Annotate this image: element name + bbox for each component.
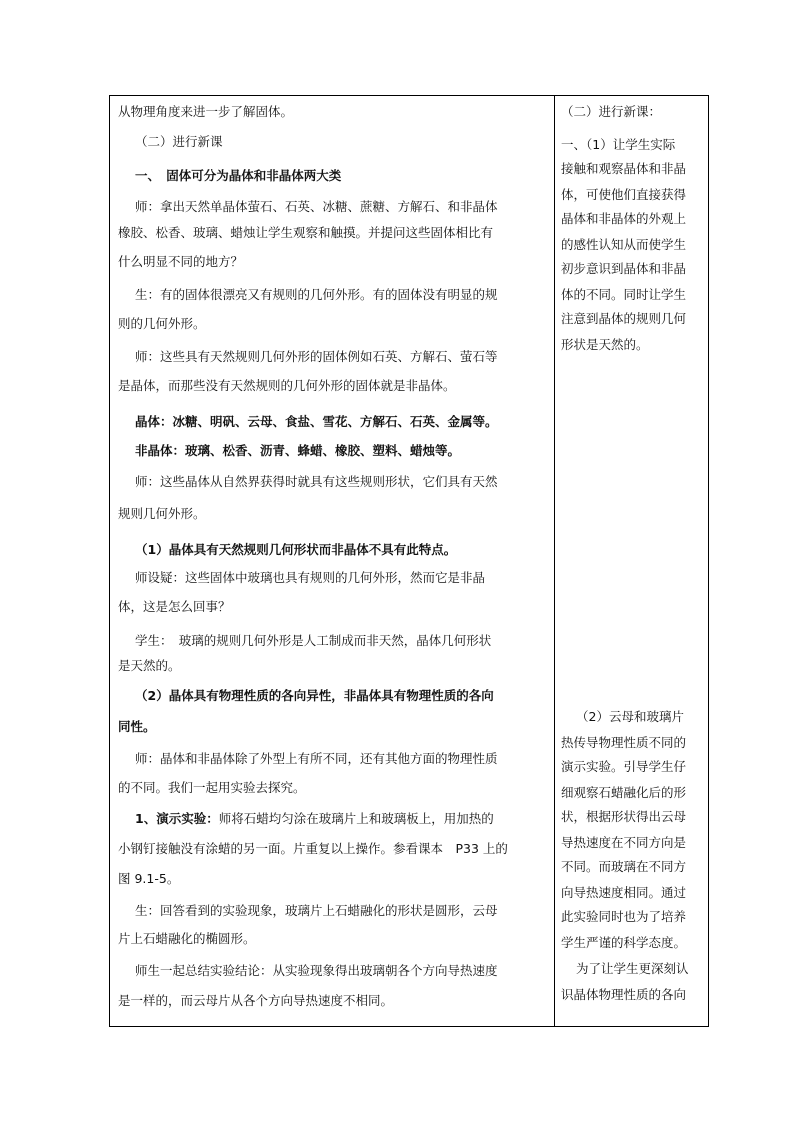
lesson-text: 生：有的固体很漂亮又有规则的几何外形。有的固体没有明显的规 xyxy=(135,287,498,302)
lesson-text: 师：拿出天然单晶体萤石、石英、冰糖、蔗糖、方解石、和非晶体 xyxy=(135,199,498,214)
lesson-text: 晶体：冰糖、明矾、云母、食盐、雪花、方解石、石英、金属等。 xyxy=(135,414,498,429)
column-divider xyxy=(554,95,555,1027)
design-note-line: 热传导物理性质不同的 xyxy=(561,735,687,750)
lesson-line xyxy=(118,225,493,241)
lesson-line xyxy=(118,506,206,522)
lesson-text: 师：这些具有天然规则几何外形的固体例如石英、方解石、萤石等 xyxy=(135,349,498,364)
lesson-line xyxy=(118,780,306,796)
design-note-line: 为了让学生更深刻认 xyxy=(576,961,689,976)
lesson-text: 生：回答看到的实验现象，玻璃片上石蜡融化的形状是圆形，云母 xyxy=(135,903,498,918)
lesson-text: 师：这些晶体从自然界获得时就具有这些规则形状，它们具有天然 xyxy=(135,474,498,489)
lesson-text: 师设疑：这些固体中玻璃也具有规则的几何外形，然而它是非晶 xyxy=(135,570,486,585)
design-note-line: 此实验同时也为了培养 xyxy=(561,909,687,924)
lesson-line xyxy=(135,134,223,150)
design-note-line: 注意到晶体的规则几何 xyxy=(561,311,687,326)
lesson-line xyxy=(135,199,498,215)
lesson-text: 橡胶、松香、玻璃、蜡烛让学生观察和触摸。并提问这些固体相比有 xyxy=(118,225,494,240)
lesson-line xyxy=(135,633,491,649)
design-note-line: 演示实验。引导学生仔 xyxy=(561,759,687,774)
lesson-text: 学生： 玻璃的规则几何外形是人工制成而非天然，晶体几何形状 xyxy=(135,633,492,648)
lesson-text: 同性。 xyxy=(118,719,156,734)
design-note-line: 细观察石蜡融化后的形 xyxy=(561,785,687,800)
design-note-line: （二）进行新课： xyxy=(561,104,662,119)
lesson-line xyxy=(135,542,456,558)
lesson-line xyxy=(118,254,243,270)
design-note-line: 状，根据形状得出云母 xyxy=(561,809,687,824)
lesson-text: 1、演示实验： xyxy=(135,811,219,826)
lesson-text: 是天然的。 xyxy=(118,658,181,673)
design-note-line: 导热速度在不同方向是 xyxy=(561,835,687,850)
design-note-line: 体的不同。同时让学生 xyxy=(561,287,687,302)
lesson-line xyxy=(118,719,156,735)
lesson-text: 是一样的，而云母片从各个方向导热速度不相同。 xyxy=(118,993,394,1008)
lesson-line xyxy=(118,931,256,947)
design-note-line: 一、（1）让学生实际 xyxy=(561,137,676,152)
lesson-text: 小钢钉接触没有涂蜡的另一面。片重复以上操作。参看课本 P33 上的 xyxy=(118,841,508,856)
lesson-line xyxy=(135,963,498,979)
lesson-text: 什么明显不同的地方？ xyxy=(118,254,244,269)
lesson-line xyxy=(118,316,206,332)
design-note-line: 学生严谨的科学态度。 xyxy=(561,935,687,950)
lesson-text: 图 9.1-5。 xyxy=(118,871,180,886)
lesson-line xyxy=(135,474,498,490)
design-note-line: 的感性认知从而使学生 xyxy=(561,237,687,252)
lesson-line xyxy=(135,751,498,767)
design-note-line: 接触和观察晶体和非晶 xyxy=(561,161,687,176)
lesson-line xyxy=(135,688,494,704)
design-note-line: （2）云母和玻璃片 xyxy=(576,709,684,724)
lesson-text: （二）进行新课 xyxy=(135,134,223,149)
lesson-text: （1）晶体具有天然规则几何形状而非晶体不具有此特点。 xyxy=(135,542,457,557)
design-note-line: 晶体和非晶体的外观上 xyxy=(561,211,687,226)
lesson-text: 则的几何外形。 xyxy=(118,316,206,331)
lesson-text: 的不同。我们一起用实验去探究。 xyxy=(118,780,306,795)
lesson-line xyxy=(135,349,498,365)
lesson-line xyxy=(135,168,341,184)
lesson-text-rest: 师将石蜡均匀涂在玻璃片上和玻璃板上，用加热的 xyxy=(218,811,494,826)
lesson-line xyxy=(135,903,498,919)
design-note-line: 体，可使他们直接获得 xyxy=(561,187,687,202)
lesson-line xyxy=(118,841,508,857)
lesson-line xyxy=(135,570,485,586)
lesson-text: 从物理角度来进一步了解固体。 xyxy=(118,104,294,119)
design-note-line: 初步意识到晶体和非晶 xyxy=(561,261,687,276)
lesson-line xyxy=(118,993,393,1009)
lesson-text: 师生一起总结实验结论：从实验现象得出玻璃朝各个方向导热速度 xyxy=(135,963,498,978)
design-note-line: 不同。而玻璃在不同方 xyxy=(561,859,687,874)
lesson-text: 片上石蜡融化的椭圆形。 xyxy=(118,931,256,946)
lesson-line xyxy=(118,658,181,674)
design-note-line: 形状是天然的。 xyxy=(561,337,649,352)
lesson-text: 师：晶体和非晶体除了外型上有所不同，还有其他方面的物理性质 xyxy=(135,751,498,766)
lesson-text: 规则几何外形。 xyxy=(118,506,206,521)
lesson-line xyxy=(135,443,460,459)
design-note-line: 向导热速度相同。通过 xyxy=(561,885,687,900)
lesson-line xyxy=(135,287,498,303)
lesson-line xyxy=(118,871,179,887)
lesson-text: 一、 固体可分为晶体和非晶体两大类 xyxy=(135,168,342,183)
lesson-text: 是晶体，而那些没有天然规则的几何外形的固体就是非晶体。 xyxy=(118,378,456,393)
lesson-text: 体，这是怎么回事？ xyxy=(118,599,231,614)
lesson-line xyxy=(118,378,456,394)
lesson-line xyxy=(135,414,498,430)
lesson-line xyxy=(118,599,231,615)
lesson-line xyxy=(135,811,494,827)
lesson-line xyxy=(118,104,293,120)
lesson-text: （2）晶体具有物理性质的各向异性，非晶体具有物理性质的各向 xyxy=(135,688,494,703)
design-note-line: 识晶体物理性质的各向 xyxy=(561,987,687,1002)
lesson-text: 非晶体：玻璃、松香、沥青、蜂蜡、橡胶、塑料、蜡烛等。 xyxy=(135,443,461,458)
